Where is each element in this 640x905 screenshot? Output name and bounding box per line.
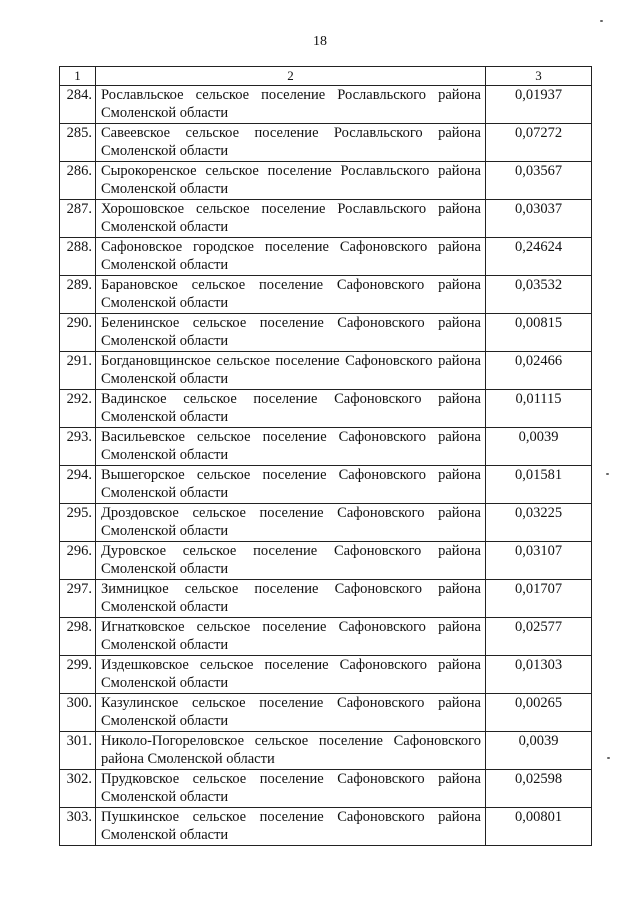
share-value: 0,01581 (486, 466, 592, 504)
share-value: 0,01937 (486, 86, 592, 124)
settlement-name: Сафоновское городское поселение Сафоновского района Смоленской области (96, 238, 486, 276)
table-row (60, 808, 592, 846)
share-value: 0,00815 (486, 314, 592, 352)
settlement-name: Беленинское сельское поселение Сафоновского района Смоленской области (96, 314, 486, 352)
table-row (60, 200, 592, 238)
settlement-name: Богдановщинское сельское поселение Сафоновского района Смоленской области (96, 352, 486, 390)
row-number: 297. (60, 580, 96, 618)
table-row (60, 618, 592, 656)
share-value: 0,01115 (486, 390, 592, 428)
table-row (60, 504, 592, 542)
share-value: 0,03107 (486, 542, 592, 580)
row-number: 299. (60, 656, 96, 694)
row-number: 292. (60, 390, 96, 428)
share-value: 0,03225 (486, 504, 592, 542)
share-value: 0,00801 (486, 808, 592, 846)
share-value: 0,0039 (486, 428, 592, 466)
scan-speck (606, 473, 609, 475)
share-value: 0,02577 (486, 618, 592, 656)
share-value: 0,01707 (486, 580, 592, 618)
settlement-name: Сырокоренское сельское поселение Рославльского района Смоленской области (96, 162, 486, 200)
row-number: 298. (60, 618, 96, 656)
settlement-name: Издешковское сельское поселение Сафоновского района Смоленской области (96, 656, 486, 694)
page-number: 18 (313, 34, 327, 49)
share-value: 0,03567 (486, 162, 592, 200)
column-header-3: 3 (486, 67, 592, 86)
table-header-row (60, 67, 592, 86)
table-row (60, 656, 592, 694)
row-number: 288. (60, 238, 96, 276)
table-row (60, 238, 592, 276)
share-value: 0,0039 (486, 732, 592, 770)
row-number: 284. (60, 86, 96, 124)
table-row (60, 352, 592, 390)
share-value: 0,03532 (486, 276, 592, 314)
row-number: 300. (60, 694, 96, 732)
row-number: 291. (60, 352, 96, 390)
row-number: 293. (60, 428, 96, 466)
settlement-name: Васильевское сельское поселение Сафоновского района Смоленской области (96, 428, 486, 466)
share-value: 0,03037 (486, 200, 592, 238)
row-number: 303. (60, 808, 96, 846)
column-header-2: 2 (96, 67, 486, 86)
settlement-name: Дроздовское сельское поселение Сафоновского района Смоленской области (96, 504, 486, 542)
table-row (60, 428, 592, 466)
table-row (60, 162, 592, 200)
settlement-name: Пушкинское сельское поселение Сафоновского района Смоленской области (96, 808, 486, 846)
share-value: 0,02598 (486, 770, 592, 808)
settlement-name: Дуровское сельское поселение Сафоновского района Смоленской области (96, 542, 486, 580)
table-body (60, 86, 592, 846)
row-number: 301. (60, 732, 96, 770)
share-value: 0,01303 (486, 656, 592, 694)
table-row (60, 770, 592, 808)
table-row (60, 124, 592, 162)
share-value: 0,00265 (486, 694, 592, 732)
row-number: 302. (60, 770, 96, 808)
settlement-name: Вадинское сельское поселение Сафоновского района Смоленской области (96, 390, 486, 428)
row-number: 290. (60, 314, 96, 352)
settlement-name: Барановское сельское поселение Сафоновского района Смоленской области (96, 276, 486, 314)
settlement-name: Николо-Погореловское сельское поселение Сафоновского района Смоленской области (96, 732, 486, 770)
settlement-name: Зимницкое сельское поселение Сафоновского района Смоленской области (96, 580, 486, 618)
column-header-1: 1 (60, 67, 96, 86)
table-row (60, 86, 592, 124)
settlement-name: Савеевское сельское поселение Рославльского района Смоленской области (96, 124, 486, 162)
table-row (60, 580, 592, 618)
row-number: 285. (60, 124, 96, 162)
table-row (60, 390, 592, 428)
settlement-name: Рославльское сельское поселение Рославльского района Смоленской области (96, 86, 486, 124)
settlement-name: Прудковское сельское поселение Сафоновского района Смоленской области (96, 770, 486, 808)
settlement-name: Хорошовское сельское поселение Рославльского района Смоленской области (96, 200, 486, 238)
row-number: 295. (60, 504, 96, 542)
row-number: 296. (60, 542, 96, 580)
data-table (59, 66, 592, 846)
settlement-name: Вышегорское сельское поселение Сафоновского района Смоленской области (96, 466, 486, 504)
table-row (60, 542, 592, 580)
row-number: 294. (60, 466, 96, 504)
settlement-name: Казулинское сельское поселение Сафоновского района Смоленской области (96, 694, 486, 732)
settlement-name: Игнатковское сельское поселение Сафоновского района Смоленской области (96, 618, 486, 656)
share-value: 0,24624 (486, 238, 592, 276)
share-value: 0,07272 (486, 124, 592, 162)
table-row (60, 694, 592, 732)
scan-speck (607, 757, 610, 759)
share-value: 0,02466 (486, 352, 592, 390)
table-row (60, 314, 592, 352)
row-number: 287. (60, 200, 96, 238)
table-row (60, 732, 592, 770)
row-number: 289. (60, 276, 96, 314)
table-row (60, 466, 592, 504)
table-row (60, 276, 592, 314)
scan-speck (600, 20, 603, 22)
row-number: 286. (60, 162, 96, 200)
